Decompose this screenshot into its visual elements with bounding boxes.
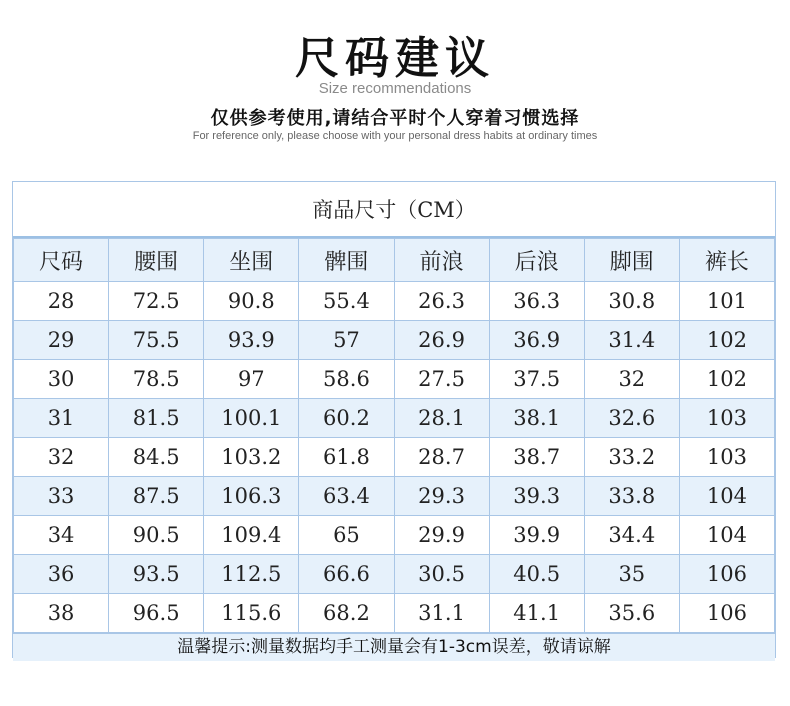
table-row xyxy=(14,555,775,594)
table-cell: 100.1 xyxy=(204,399,299,438)
table-cell: 37.5 xyxy=(489,360,584,399)
table-cell: 103 xyxy=(679,438,774,477)
table-cell: 106.3 xyxy=(204,477,299,516)
measurement-note: 温馨提示:测量数据均手工测量会有1-3cm误差，敬请谅解 xyxy=(13,633,775,661)
table-cell: 106 xyxy=(679,594,774,633)
table-cell: 112.5 xyxy=(204,555,299,594)
table-cell: 36.9 xyxy=(489,321,584,360)
table-row xyxy=(14,438,775,477)
table-cell: 28.1 xyxy=(394,399,489,438)
table-cell: 93.9 xyxy=(204,321,299,360)
table-cell: 57 xyxy=(299,321,394,360)
table-cell: 87.5 xyxy=(109,477,204,516)
table-cell: 32.6 xyxy=(584,399,679,438)
column-header: 腰围 xyxy=(109,239,204,282)
table-cell: 60.2 xyxy=(299,399,394,438)
table-cell: 39.3 xyxy=(489,477,584,516)
table-cell: 29.9 xyxy=(394,516,489,555)
table-cell: 32 xyxy=(14,438,109,477)
table-cell: 96.5 xyxy=(109,594,204,633)
table-cell: 34.4 xyxy=(584,516,679,555)
table-cell: 31.1 xyxy=(394,594,489,633)
size-table-title: 商品尺寸（CM） xyxy=(13,182,775,238)
table-cell: 101 xyxy=(679,282,774,321)
table-cell: 29.3 xyxy=(394,477,489,516)
table-cell: 40.5 xyxy=(489,555,584,594)
table-cell: 68.2 xyxy=(299,594,394,633)
table-cell: 115.6 xyxy=(204,594,299,633)
table-cell: 93.5 xyxy=(109,555,204,594)
table-cell: 103.2 xyxy=(204,438,299,477)
table-cell: 31.4 xyxy=(584,321,679,360)
table-cell: 35.6 xyxy=(584,594,679,633)
size-grid xyxy=(13,238,775,633)
table-row xyxy=(14,477,775,516)
table-cell: 90.5 xyxy=(109,516,204,555)
table-cell: 66.6 xyxy=(299,555,394,594)
table-cell: 72.5 xyxy=(109,282,204,321)
table-cell: 30 xyxy=(14,360,109,399)
table-cell: 90.8 xyxy=(204,282,299,321)
table-row xyxy=(14,321,775,360)
table-cell: 26.9 xyxy=(394,321,489,360)
table-cell: 28.7 xyxy=(394,438,489,477)
table-cell: 36.3 xyxy=(489,282,584,321)
table-cell: 30.5 xyxy=(394,555,489,594)
table-cell: 33 xyxy=(14,477,109,516)
table-cell: 38.7 xyxy=(489,438,584,477)
table-cell: 58.6 xyxy=(299,360,394,399)
column-header: 髀围 xyxy=(299,239,394,282)
table-cell: 102 xyxy=(679,321,774,360)
table-row xyxy=(14,282,775,321)
page-subtitle-en: Size recommendations xyxy=(318,80,472,97)
column-header: 脚围 xyxy=(584,239,679,282)
reference-note-en: For reference only, please choose with your personal dress habits at ordinary times xyxy=(192,130,598,142)
column-header: 尺码 xyxy=(14,239,109,282)
reference-note-cn: 仅供参考使用,请结合平时个人穿着习惯选择 xyxy=(210,108,580,129)
table-row xyxy=(14,594,775,633)
page-title: 尺码建议 xyxy=(295,33,495,84)
table-cell: 31 xyxy=(14,399,109,438)
table-cell: 55.4 xyxy=(299,282,394,321)
table-cell: 104 xyxy=(679,477,774,516)
column-header: 坐围 xyxy=(204,239,299,282)
column-header: 前浪 xyxy=(394,239,489,282)
header-row xyxy=(14,239,775,282)
table-cell: 29 xyxy=(14,321,109,360)
table-cell: 81.5 xyxy=(109,399,204,438)
table-cell: 38.1 xyxy=(489,399,584,438)
table-cell: 97 xyxy=(204,360,299,399)
table-cell: 61.8 xyxy=(299,438,394,477)
table-cell: 38 xyxy=(14,594,109,633)
table-cell: 104 xyxy=(679,516,774,555)
table-cell: 65 xyxy=(299,516,394,555)
table-cell: 33.2 xyxy=(584,438,679,477)
table-cell: 26.3 xyxy=(394,282,489,321)
table-cell: 102 xyxy=(679,360,774,399)
table-cell: 106 xyxy=(679,555,774,594)
table-cell: 39.9 xyxy=(489,516,584,555)
table-cell: 34 xyxy=(14,516,109,555)
size-table xyxy=(12,181,776,658)
table-row xyxy=(14,516,775,555)
table-cell: 41.1 xyxy=(489,594,584,633)
table-cell: 33.8 xyxy=(584,477,679,516)
table-cell: 28 xyxy=(14,282,109,321)
table-cell: 109.4 xyxy=(204,516,299,555)
table-cell: 27.5 xyxy=(394,360,489,399)
table-cell: 30.8 xyxy=(584,282,679,321)
table-cell: 36 xyxy=(14,555,109,594)
table-cell: 75.5 xyxy=(109,321,204,360)
table-cell: 32 xyxy=(584,360,679,399)
table-row xyxy=(14,360,775,399)
table-body xyxy=(14,282,775,633)
column-header: 裤长 xyxy=(679,239,774,282)
table-cell: 63.4 xyxy=(299,477,394,516)
table-cell: 103 xyxy=(679,399,774,438)
table-cell: 35 xyxy=(584,555,679,594)
table-row xyxy=(14,399,775,438)
table-cell: 78.5 xyxy=(109,360,204,399)
table-cell: 84.5 xyxy=(109,438,204,477)
column-header: 后浪 xyxy=(489,239,584,282)
